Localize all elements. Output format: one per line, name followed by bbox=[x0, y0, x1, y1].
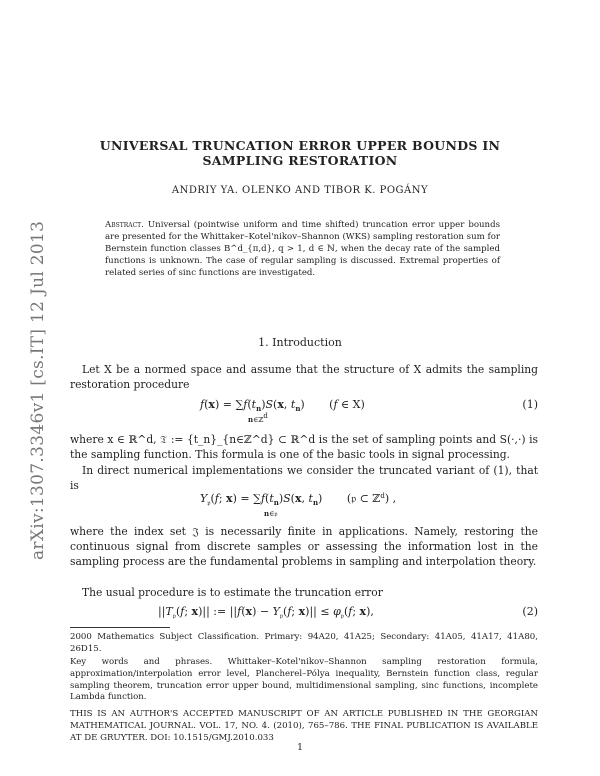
title-line-1: UNIVERSAL TRUNCATION ERROR UPPER BOUNDS IN bbox=[99, 138, 501, 153]
footnote-rule bbox=[70, 627, 170, 628]
paragraph-4: where the index set 𝔍 is necessarily finite in applications. Namely, restoring the continuous signal from discrete samples or assessing the information lost in the sampling process are the fundamental problems in sampling and interpolation theory. bbox=[70, 525, 538, 568]
footnote-keywords: Key words and phrases. Whittaker–Kotel'nikov–Shannon sampling restoration formula, approximation/interpolation error level, Plancherel–Pólya inequality, Bernstein function class, regular sampling theorem, truncation error upper bound, multidimensional sampling, sinc functions, incomplete Lambda function. bbox=[70, 657, 538, 703]
equation-truncated: $Y_𝔭(f$; $x) = \sum f(t_n)S(x$, $t_n$) (𝔭 ⊂ ℤ$^d$) , n∈𝔭 bbox=[200, 492, 397, 518]
equation-1-label: (1) bbox=[522, 398, 538, 411]
equation-1: $f(x) = \sum f(t_n)S(x$, $t_n$) (f ∈ X) n∈ℤd bbox=[200, 398, 365, 424]
page-number: 1 bbox=[296, 742, 304, 753]
paragraph-1: Let X be a normed space and assume that the structure of X admits the sampling restoration procedure bbox=[70, 363, 538, 391]
arxiv-side-label: arXiv:1307.3346v1 [cs.IT] 12 Jul 2013 bbox=[28, 220, 48, 560]
abstract bbox=[105, 219, 500, 279]
title-line-2: SAMPLING RESTORATION bbox=[202, 153, 398, 168]
paragraph-5: The usual procedure is to estimate the truncation error bbox=[82, 586, 383, 599]
abstract-heading: Abstract. bbox=[105, 220, 144, 230]
footnote-msc: 2000 Mathematics Subject Classification. Primary: 94A20, 41A25; Secondary: 41A05, 41A17, 41A80, 26D15. bbox=[70, 632, 538, 654]
paper-title bbox=[60, 138, 540, 168]
paragraph-2: where x ∈ ℝ^d, 𝔗 := {t_n}_{n∈ℤ^d} ⊂ ℝ^d is the set of sampling points and S(·,·) is the sampling function. This formula is one of the basic tools in signal processing. bbox=[70, 433, 538, 461]
section-title: 1. Introduction bbox=[258, 336, 342, 349]
equation-2: $||T_𝔭(f$; x)|| := $||f(x) - Y_𝔭(f$; $x)|| \le \varphi_𝔭(f$; x), bbox=[158, 605, 374, 620]
equation-2-label: (2) bbox=[522, 605, 538, 618]
footnote-manuscript-note: THIS IS AN AUTHOR'S ACCEPTED MANUSCRIPT OF AN ARTICLE PUBLISHED IN THE GEORGIAN MATHEMATICAL JOURNAL. VOL. 17, NO. 4. (2010), 765–786. THE FINAL PUBLICATION IS AVAILABLE AT DE GRUYTER. DOI: 10.1515/GMJ.2010.033 bbox=[70, 709, 538, 743]
authors: ANDRIY YA. OLENKO AND TIBOR K. POGÁNY bbox=[171, 185, 429, 196]
paragraph-3: In direct numerical implementations we consider the truncated variant of (1), that is bbox=[70, 464, 538, 492]
abstract-text: Universal (pointwise uniform and time shifted) truncation error upper bounds are presented for the Whittaker–Kotel'nikov–Shannon (WKS) sampling restoration sum for Bernstein function classes B^d_{π,d}, q > 1, d ∈ ℕ, when the decay rate of the sampled functions is unknown. The case of regular sampling is discussed. Extremal properties of related series of sinc functions are investigated. bbox=[105, 220, 500, 278]
